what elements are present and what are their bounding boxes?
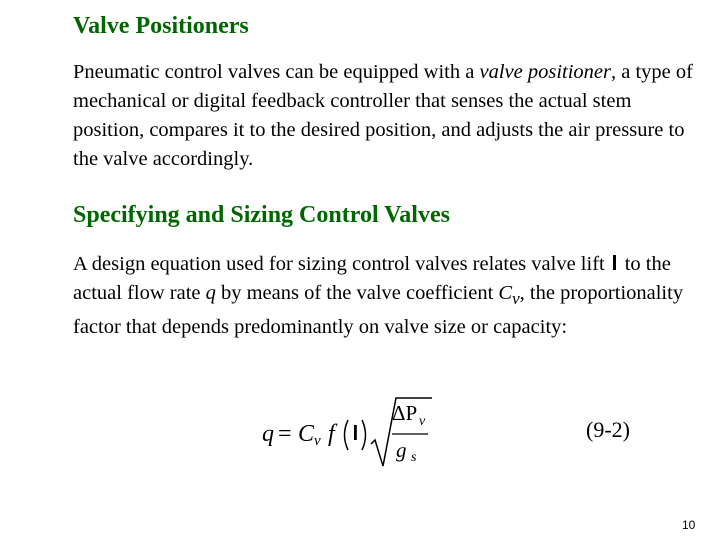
paragraph-text: to the actual flow rate	[73, 253, 671, 304]
paragraph-text: by means of the valve coefficient	[215, 282, 499, 304]
equation-9-2	[262, 396, 522, 468]
valve-coefficient-symbol: C	[498, 282, 513, 304]
equation-denominator-subscript: s	[411, 450, 417, 465]
section-title-sizing-control-valves: Specifying and Sizing Control Valves	[73, 202, 450, 228]
equation-coefficient: C	[298, 421, 315, 447]
equation-function: f	[328, 421, 335, 447]
emphasis-valve-positioner: valve positioner	[479, 61, 611, 83]
equation-numerator: ΔP	[392, 401, 418, 425]
paragraph-valve-positioners	[73, 58, 693, 174]
paragraph-text: A design equation used for sizing control valves relates valve lift	[73, 253, 605, 275]
equation-coefficient-subscript: v	[314, 433, 321, 449]
equation-denominator: g	[396, 438, 407, 462]
equation-numerator-subscript: v	[419, 414, 426, 429]
section-title-valve-positioners: Valve Positioners	[73, 13, 249, 39]
paragraph-text: , a type of mechanical or digital feedback controller that senses the actual stem position, compares it to the desired position, and adjusts the air pressure to the valve accordingly.	[73, 61, 693, 170]
valve-coefficient-subscript: v	[512, 289, 520, 309]
paragraph-text: , the proportionality factor that depends predominantly on valve size or capacity:	[73, 282, 684, 339]
page-number: 10	[682, 518, 696, 532]
equation-equals: =	[278, 421, 292, 447]
paragraph-text: Pneumatic control valves can be equipped with a	[73, 61, 480, 83]
flow-rate-symbol: q	[205, 282, 216, 304]
lift-symbol	[613, 255, 616, 270]
paragraph-sizing-control-valves	[73, 250, 693, 342]
equation-lhs: q	[262, 421, 274, 447]
equation-number: (9-2)	[586, 417, 630, 442]
